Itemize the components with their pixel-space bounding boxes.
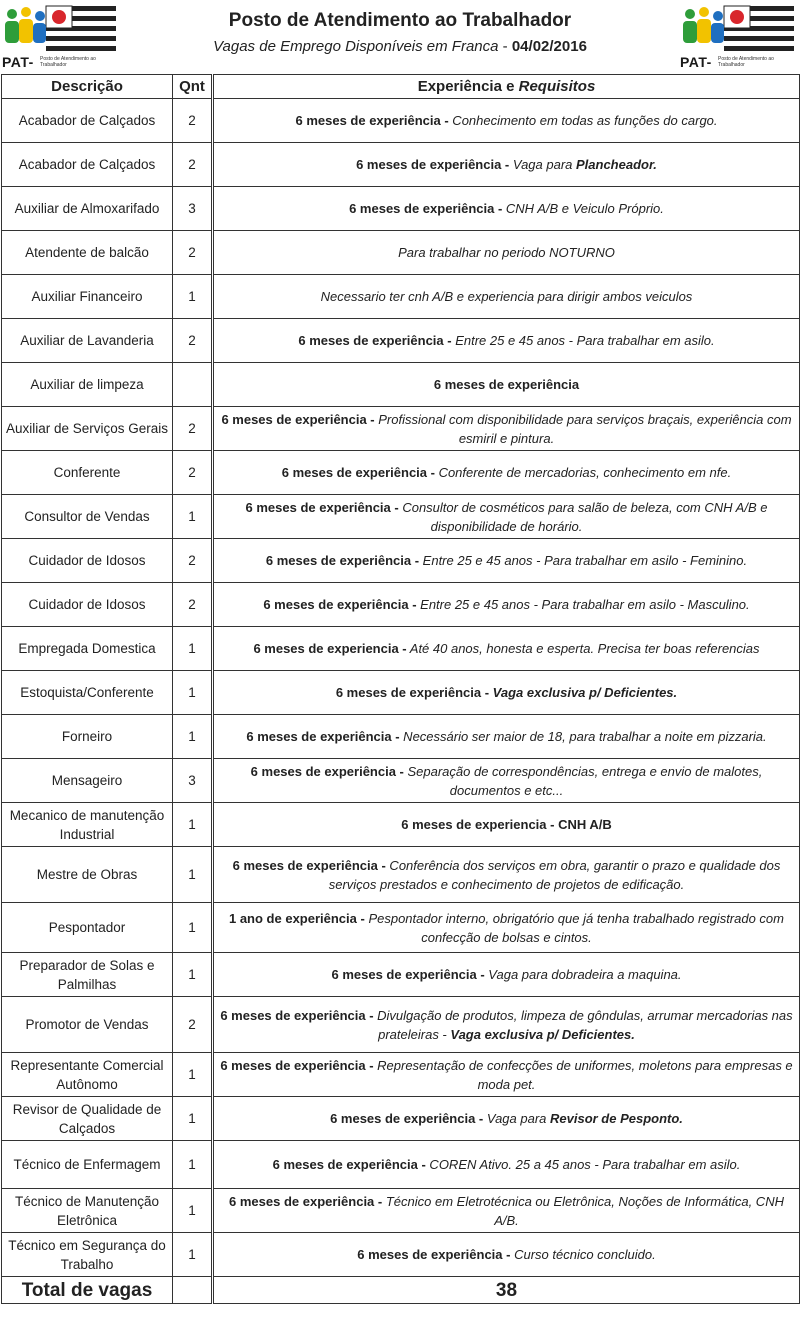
requirements-text: Entre 25 e 45 anos - Para trabalhar em asilo - Masculino. <box>416 597 750 612</box>
column-header-requisitos-part1: Experiência e <box>417 78 519 95</box>
job-quantity: 1 <box>173 903 213 953</box>
job-quantity: 1 <box>173 715 213 759</box>
requirements-highlight: Vaga exclusiva p/ Deficientes. <box>492 685 678 700</box>
table-row <box>2 803 800 847</box>
logo-text: PAT- <box>680 54 712 70</box>
job-quantity: 1 <box>173 275 213 319</box>
table-row <box>2 319 800 363</box>
job-requirements <box>213 803 800 847</box>
table-row <box>2 953 800 997</box>
jobs-table <box>1 74 800 1304</box>
requirements-text: Conferência dos serviços em obra, garantir o prazo e qualidade dos serviços prestados e conhecimento de projetos de edificação. <box>328 857 781 892</box>
table-row <box>2 451 800 495</box>
table-row <box>2 363 800 407</box>
requirements-text: Vaga para <box>509 157 576 172</box>
job-requirements <box>213 1053 800 1097</box>
table-row <box>2 1233 800 1277</box>
column-header-qnt: Qnt <box>173 75 213 99</box>
job-quantity <box>173 363 213 407</box>
job-quantity: 2 <box>173 143 213 187</box>
job-quantity: 1 <box>173 627 213 671</box>
experience-text: 6 meses de experiência - <box>298 333 452 348</box>
column-header-requisitos <box>213 75 800 99</box>
job-requirements <box>213 275 800 319</box>
job-requirements <box>213 451 800 495</box>
job-requirements <box>213 997 800 1053</box>
page-subtitle <box>130 38 670 55</box>
subtitle-separator: - <box>498 38 512 55</box>
table-row <box>2 671 800 715</box>
experience-text: 6 meses de experiência - <box>263 597 417 612</box>
job-description: Cuidador de Idosos <box>2 583 173 627</box>
requirements-highlight: Vaga exclusiva p/ Deficientes. <box>450 1026 635 1042</box>
requirements-text: Entre 25 e 45 anos - Para trabalhar em asilo - Feminino. <box>419 553 748 568</box>
job-requirements <box>213 1189 800 1233</box>
job-quantity: 2 <box>173 451 213 495</box>
job-quantity: 2 <box>173 407 213 451</box>
job-description: Acabador de Calçados <box>2 143 173 187</box>
table-row <box>2 903 800 953</box>
job-quantity: 2 <box>173 997 213 1053</box>
job-quantity: 1 <box>173 847 213 903</box>
table-row <box>2 627 800 671</box>
requirements-text: Entre 25 e 45 anos - Para trabalhar em asilo. <box>451 333 715 348</box>
job-requirements <box>213 953 800 997</box>
total-qnt-empty <box>173 1277 213 1304</box>
table-row <box>2 99 800 143</box>
logo-caption: Posto de Atendimento ao Trabalhador <box>40 56 96 68</box>
job-requirements <box>213 231 800 275</box>
table-row <box>2 997 800 1053</box>
job-description: Consultor de Vendas <box>2 495 173 539</box>
experience-text: 6 meses de experiência - <box>246 729 400 744</box>
experience-text: 6 meses de experiência - <box>281 465 435 480</box>
requirements-highlight: Revisor de Pesponto. <box>550 1111 683 1126</box>
header <box>0 0 800 74</box>
job-requirements <box>213 187 800 231</box>
job-description: Técnico de Enfermagem <box>2 1141 173 1189</box>
job-requirements <box>213 539 800 583</box>
job-quantity: 3 <box>173 759 213 803</box>
table-row <box>2 583 800 627</box>
experience-text: 1 ano de experiência - <box>228 910 365 926</box>
job-description: Acabador de Calçados <box>2 99 173 143</box>
table-row <box>2 1189 800 1233</box>
experience-text: 6 meses de experiência - <box>331 967 485 982</box>
experience-text: 6 meses de experiência - <box>335 685 490 700</box>
requirements-text: Divulgação de produtos, limpeza de gôndulas, arrumar mercadorias nas prateleiras - <box>373 1007 793 1042</box>
job-description: Atendente de balcão <box>2 231 173 275</box>
job-quantity: 1 <box>173 1053 213 1097</box>
job-description: Empregada Domestica <box>2 627 173 671</box>
job-description: Revisor de Qualidade de Calçados <box>2 1097 173 1141</box>
requirements-text: Consultor de cosméticos para salão de beleza, com CNH A/B e disponibilidade de horário. <box>398 499 768 534</box>
table-row <box>2 847 800 903</box>
job-description: Mestre de Obras <box>2 847 173 903</box>
subtitle-date: 04/02/2016 <box>511 38 587 55</box>
experience-text: 6 meses de experiência - <box>265 553 420 568</box>
job-quantity: 2 <box>173 539 213 583</box>
job-quantity: 2 <box>173 231 213 275</box>
job-requirements <box>213 99 800 143</box>
job-quantity: 1 <box>173 953 213 997</box>
experience-text: 6 meses de experiência - <box>330 1111 484 1126</box>
requirements-text: Necessário ser maior de 18, para trabalhar a noite em pizzaria. <box>399 729 767 744</box>
job-description: Auxiliar de Serviços Gerais <box>2 407 173 451</box>
job-quantity: 3 <box>173 187 213 231</box>
experience-text: 6 meses de experiência - <box>232 857 386 873</box>
job-requirements <box>213 1233 800 1277</box>
requirements-text: CNH A/B e Veiculo Próprio. <box>502 201 664 216</box>
total-value: 38 <box>213 1277 800 1304</box>
job-description: Estoquista/Conferente <box>2 671 173 715</box>
job-description: Cuidador de Idosos <box>2 539 173 583</box>
pat-logo-right <box>680 4 798 68</box>
requirements-text: Separação de correspondências, entrega e envio de malotes, documentos e etc... <box>403 763 763 798</box>
job-quantity: 1 <box>173 671 213 715</box>
requirements-text: Técnico em Eletrotécnica ou Eletrônica, Noções de Informática, CNH A/B. <box>382 1193 784 1228</box>
experience-text: 6 meses de experiência - <box>221 411 375 427</box>
table-row <box>2 275 800 319</box>
table-row <box>2 1141 800 1189</box>
experience-text: 6 meses de experiência - <box>245 499 399 515</box>
pat-logo-graphic-icon <box>2 4 120 54</box>
requirements-text: Para trabalhar no periodo NOTURNO <box>398 245 615 260</box>
total-row <box>2 1277 800 1304</box>
table-row <box>2 495 800 539</box>
table-row <box>2 759 800 803</box>
requirements-text: Representação de confecções de uniformes, moletons para empresas e moda pet. <box>373 1057 793 1092</box>
table-row <box>2 539 800 583</box>
job-description: Mensageiro <box>2 759 173 803</box>
column-header-requisitos-part2: Requisitos <box>518 78 596 95</box>
job-description: Auxiliar Financeiro <box>2 275 173 319</box>
requirements-text: Vaga para <box>483 1111 550 1126</box>
experience-text: 6 meses de experiência <box>433 377 580 392</box>
job-requirements <box>213 627 800 671</box>
job-quantity: 1 <box>173 1189 213 1233</box>
job-requirements <box>213 495 800 539</box>
table-row <box>2 407 800 451</box>
experience-text: 6 meses de experiência - <box>349 201 503 216</box>
page-title: Posto de Atendimento ao Trabalhador <box>228 10 572 31</box>
job-quantity: 2 <box>173 99 213 143</box>
job-quantity: 1 <box>173 1097 213 1141</box>
experience-text: 6 meses de experiência - <box>295 113 449 128</box>
requirements-text: COREN Ativo. 25 a 45 anos - Para trabalhar em asilo. <box>425 1157 741 1172</box>
job-description: Auxiliar de Lavanderia <box>2 319 173 363</box>
job-quantity: 1 <box>173 1141 213 1189</box>
job-description: Forneiro <box>2 715 173 759</box>
job-requirements <box>213 583 800 627</box>
experience-text: 6 meses de experiência - <box>220 1057 374 1073</box>
pat-logo-graphic-icon <box>680 4 798 54</box>
requirements-text: Conferente de mercadorias, conhecimento em nfe. <box>434 465 732 480</box>
experience-text: 6 meses de experiencia - <box>253 641 407 656</box>
logo-caption: Posto de Atendimento ao Trabalhador <box>718 56 774 68</box>
requirements-text: Vaga para dobradeira a maquina. <box>484 967 682 982</box>
job-requirements <box>213 1097 800 1141</box>
job-requirements <box>213 407 800 451</box>
job-description: Auxiliar de limpeza <box>2 363 173 407</box>
experience-text: 6 meses de experiência - <box>229 1193 383 1209</box>
job-quantity: 2 <box>173 319 213 363</box>
requirements-highlight: Plancheador. <box>576 157 657 172</box>
requirements-text: Até 40 anos, honesta e esperta. Precisa ter boas referencias <box>406 641 760 656</box>
logo-text: PAT- <box>2 54 34 70</box>
experience-text: 6 meses de experiência - <box>220 1007 374 1023</box>
requirements-text: Pespontador interno, obrigatório que já tenha trabalhado registrado com confecção de bolsas e cintos. <box>364 910 784 945</box>
job-description: Técnico em Segurança do Trabalho <box>2 1233 173 1277</box>
job-requirements <box>213 1141 800 1189</box>
job-requirements <box>213 903 800 953</box>
total-label: Total de vagas <box>2 1277 173 1304</box>
job-description: Promotor de Vendas <box>2 997 173 1053</box>
experience-text: 6 meses de experiencia - CNH A/B <box>401 817 612 832</box>
table-row <box>2 231 800 275</box>
job-requirements <box>213 759 800 803</box>
job-requirements <box>213 715 800 759</box>
table-row <box>2 715 800 759</box>
pat-logo-left <box>2 4 120 68</box>
table-row <box>2 1053 800 1097</box>
job-description: Pespontador <box>2 903 173 953</box>
job-description: Auxiliar de Almoxarifado <box>2 187 173 231</box>
job-requirements <box>213 671 800 715</box>
experience-text: 6 meses de experiência - <box>357 1247 511 1262</box>
table-row <box>2 1097 800 1141</box>
job-requirements <box>213 143 800 187</box>
experience-text: 6 meses de experiência - <box>272 1157 426 1172</box>
subtitle-text: Vagas de Emprego Disponíveis em Franca <box>213 38 499 55</box>
requirements-text: Necessario ter cnh A/B e experiencia para dirigir ambos veiculos <box>320 289 693 304</box>
job-requirements <box>213 363 800 407</box>
table-row <box>2 143 800 187</box>
job-quantity: 2 <box>173 583 213 627</box>
job-description: Mecanico de manutenção Industrial <box>2 803 173 847</box>
job-requirements <box>213 319 800 363</box>
job-description: Técnico de Manutenção Eletrônica <box>2 1189 173 1233</box>
job-requirements <box>213 847 800 903</box>
job-description: Representante Comercial Autônomo <box>2 1053 173 1097</box>
requirements-text: Profissional com disponibilidade para serviços braçais, experiência com esmiril e pintura. <box>374 411 792 446</box>
requirements-text: Conhecimento em todas as funções do cargo. <box>448 113 718 128</box>
job-quantity: 1 <box>173 1233 213 1277</box>
table-header-row <box>2 75 800 99</box>
job-quantity: 1 <box>173 495 213 539</box>
experience-text: 6 meses de experiência - <box>250 763 404 779</box>
table-row <box>2 187 800 231</box>
job-description: Conferente <box>2 451 173 495</box>
requirements-text: Curso técnico concluido. <box>510 1247 656 1262</box>
experience-text: 6 meses de experiência - <box>356 157 510 172</box>
column-header-descricao: Descrição <box>2 75 173 99</box>
job-quantity: 1 <box>173 803 213 847</box>
job-description: Preparador de Solas e Palmilhas <box>2 953 173 997</box>
